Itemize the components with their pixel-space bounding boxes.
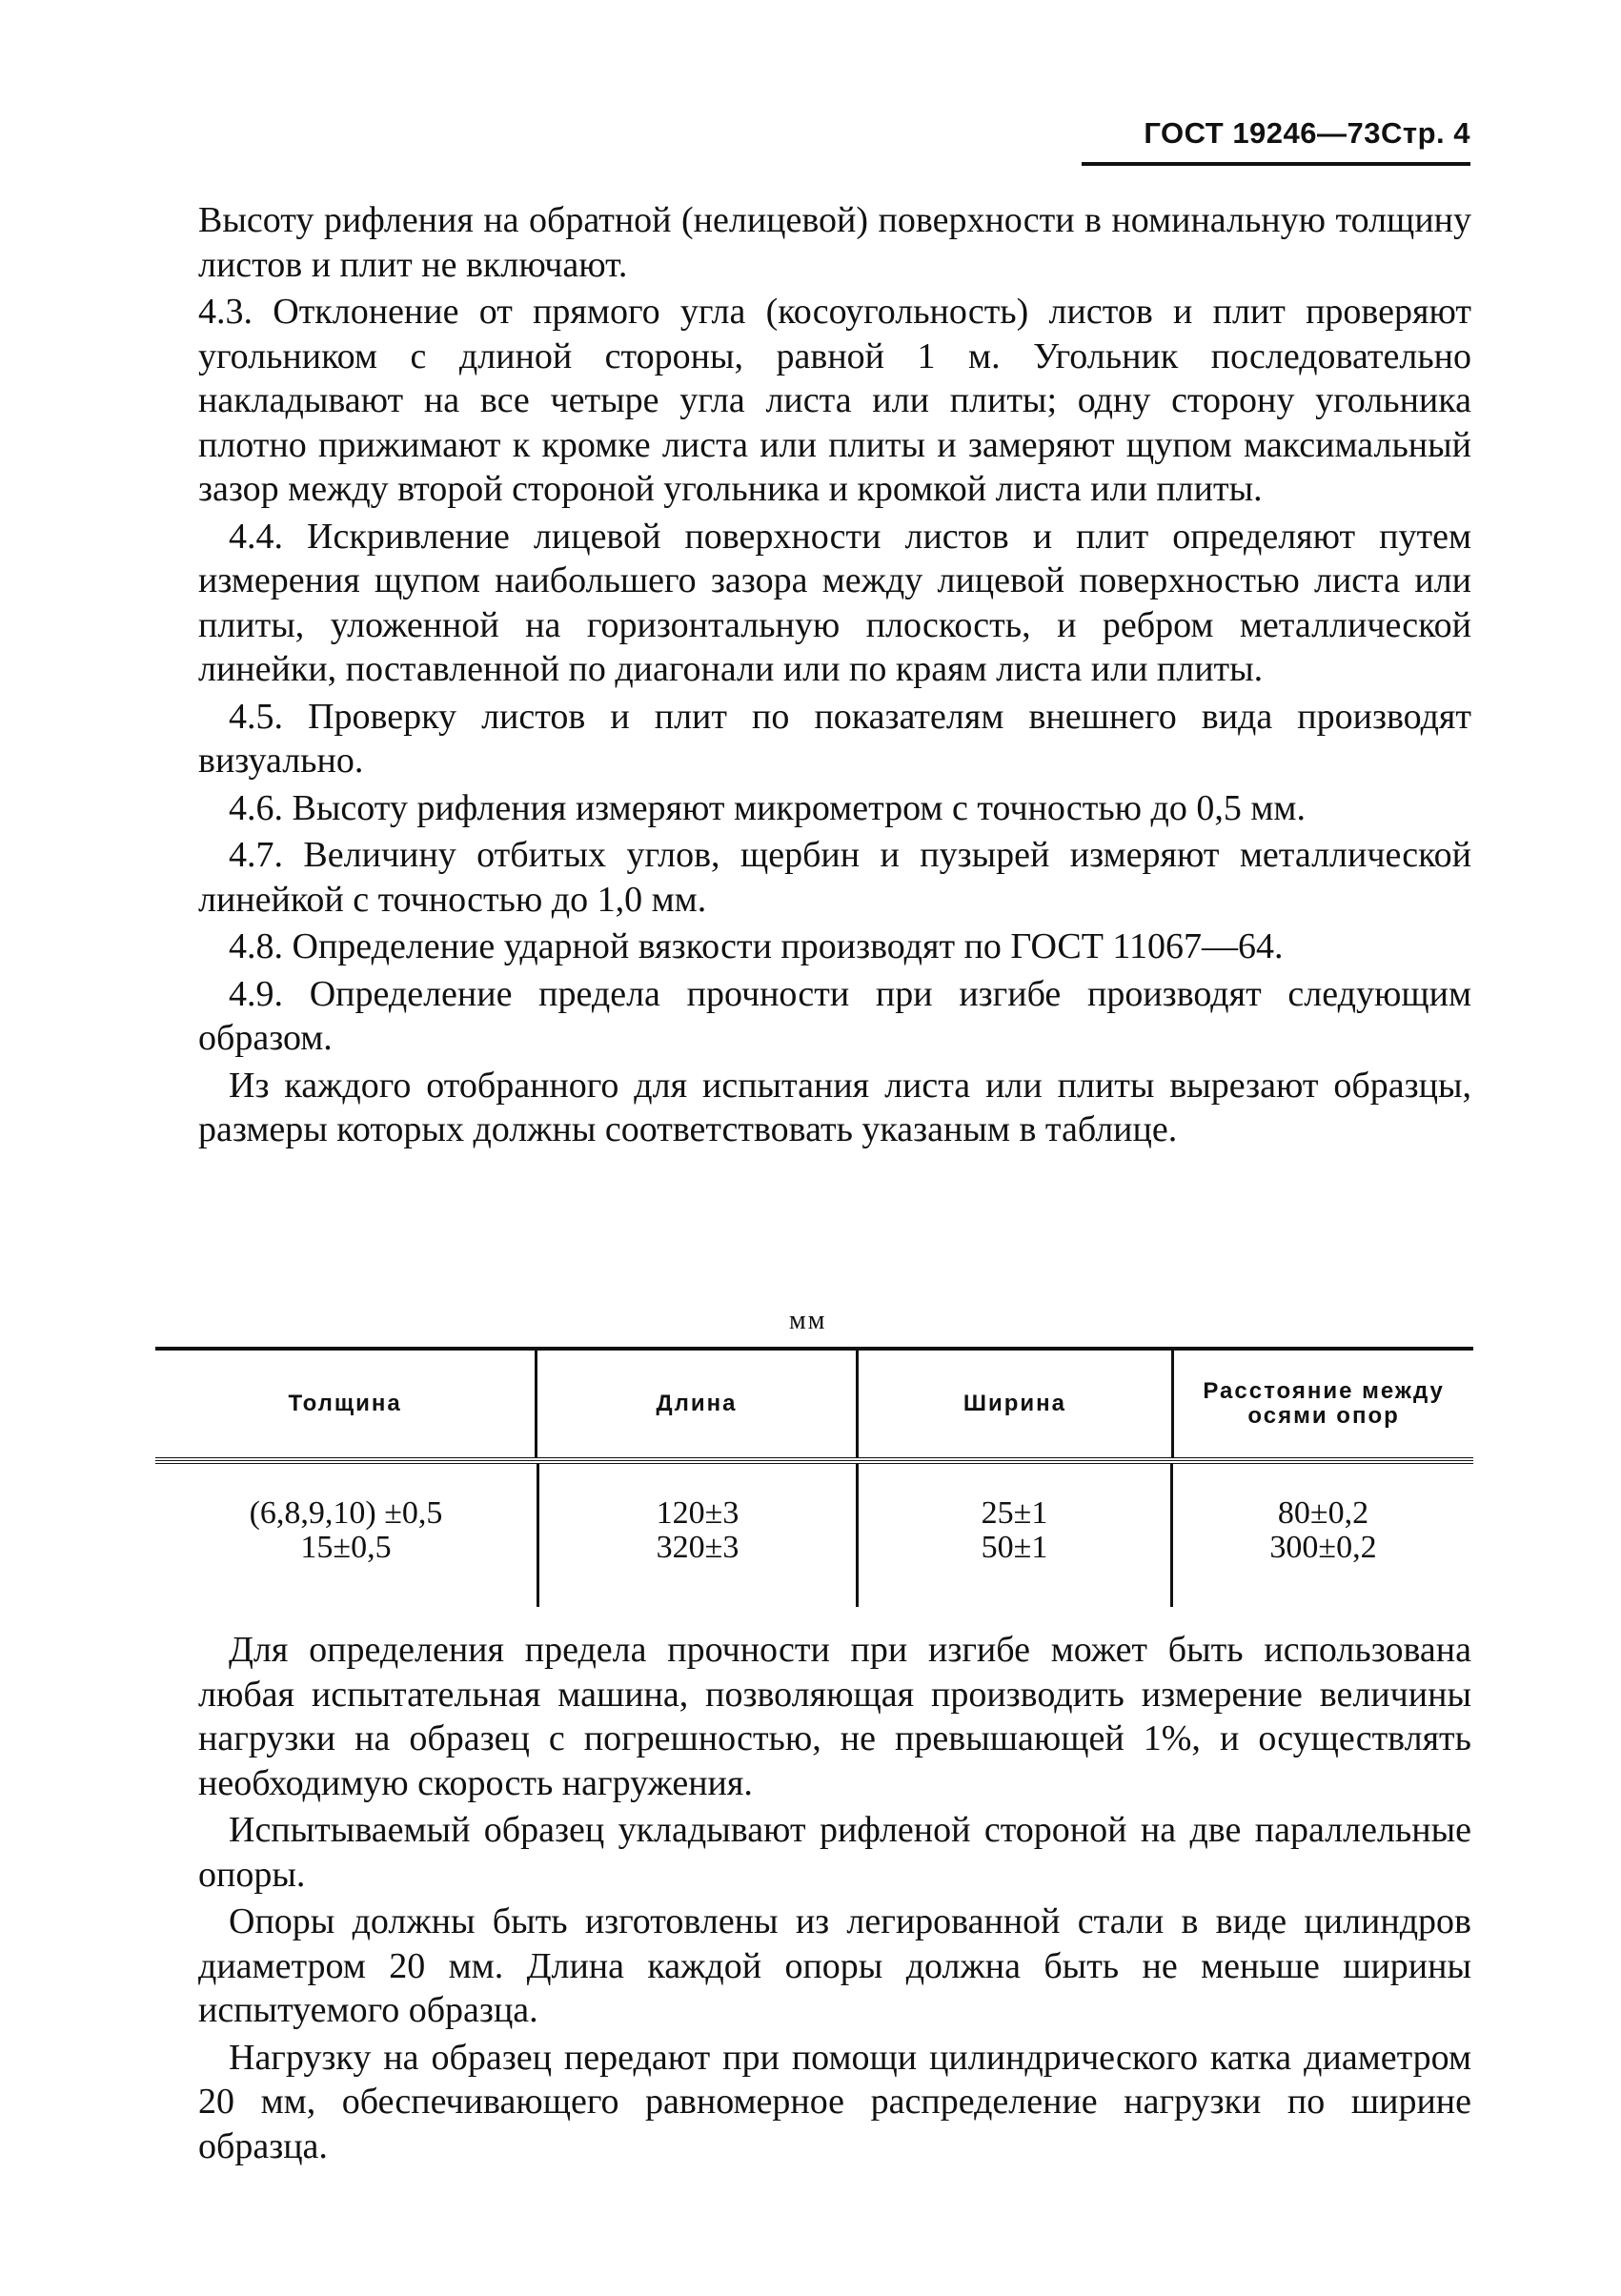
paragraph-testing-machine: Для определения предела прочности при изгибе может быть использована любая испытательная машина, позволяющая производить измерение величины нагрузки на образец с погрешностью, не превышающей 1%, и осуществлять необходимую скорость нагружения. [198, 1630, 1471, 1803]
body-text-after-table [198, 1628, 1471, 2171]
table-cell: 50±1 [981, 1530, 1048, 1565]
paragraph-4-7: 4.7. Величину отбитых углов, щербин и пузырей измеряют металлической линейкой с точностью до 1,0 мм. [198, 835, 1471, 920]
header-support-distance: Расстояние между осями опор [1171, 1351, 1473, 1457]
table-unit: мм [789, 1306, 827, 1335]
paragraph-4-5: 4.5. Проверку листов и плит по показателям внешнего вида производят визуально. [198, 696, 1471, 781]
table-cell: (6,8,9,10) ±0,5 [249, 1495, 443, 1531]
table-cell: 15±0,5 [300, 1530, 392, 1565]
paragraph-4-4: 4.4. Искривление лицевой поверхности листов и плит определяют путем измерения щупом наибольшего зазора между лицевой поверхностью листа или плиты, уложенной на горизонтальную плоскость, и ребром металлической линейки, поставленной по диагонали или по краям листа или плиты. [198, 516, 1471, 689]
page-number: Стр. 4 [1381, 116, 1470, 150]
header-width: Ширина [856, 1351, 1172, 1457]
column-width [856, 1464, 1170, 1607]
table-body [155, 1464, 1473, 1607]
paragraph-4-6: 4.6. Высоту рифления измеряют микрометром с точностью до 0,5 мм. [229, 787, 1306, 828]
dimensions-table [155, 1347, 1473, 1607]
document-code: ГОСТ 19246—73 [1144, 116, 1382, 150]
column-length [537, 1464, 856, 1607]
column-support-distance [1170, 1464, 1473, 1607]
paragraph-sample-placement: Испытываемый образец укладывают рифленой стороной на две параллельные опоры. [198, 1810, 1471, 1895]
column-thickness [155, 1464, 537, 1607]
header-rule [1082, 162, 1470, 166]
table-cell: 300±0,2 [1269, 1530, 1377, 1565]
paragraph-load: Нагрузку на образец передают при помощи цилиндрического катка диаметром 20 мм, обеспечивающего равномерное распределение нагрузки по ширине образца. [198, 2037, 1471, 2166]
table-cell: 80±0,2 [1277, 1495, 1369, 1531]
paragraph: Высоту рифления на обратной (нелицевой) поверхности в номинальную толщину листов и плит не включают. [198, 200, 1471, 285]
header-length: Длина [535, 1351, 856, 1457]
table-header-row [155, 1351, 1473, 1457]
paragraph-4-8: 4.8. Определение ударной вязкости производят по ГОСТ 11067—64. [229, 926, 1284, 966]
paragraph-supports: Опоры должны быть изготовлены из легированной стали в виде цилиндров диаметром 20 мм. Длина каждой опоры должна быть не меньше ширины испытуемого образца. [198, 1901, 1471, 2030]
table-header-rule [155, 1457, 1473, 1464]
table-cell: 320±3 [656, 1530, 740, 1565]
table-cell: 25±1 [981, 1495, 1048, 1531]
header-thickness: Толщина [288, 1391, 402, 1416]
body-text [198, 198, 1471, 1155]
table-cell: 120±3 [656, 1495, 740, 1531]
paragraph-4-3: 4.3. Отклонение от прямого угла (косоугольность) листов и плит проверяют угольником с длиной стороны, равной 1 м. Угольник последовательно накладывают на все четыре угла листа или плиты; одну сторону угольника плотно прижимают к кромке листа или плиты и замеряют щупом максимальный зазор между второй стороной угольника и кромкой листа или плиты. [198, 292, 1471, 509]
page-header [1144, 116, 1470, 151]
paragraph-samples: Из каждого отобранного для испытания листа или плиты вырезают образцы, размеры которых должны соответствовать указаным в таблице. [198, 1065, 1471, 1149]
paragraph-4-9: 4.9. Определение предела прочности при изгибе производят следующим образом. [198, 973, 1471, 1058]
